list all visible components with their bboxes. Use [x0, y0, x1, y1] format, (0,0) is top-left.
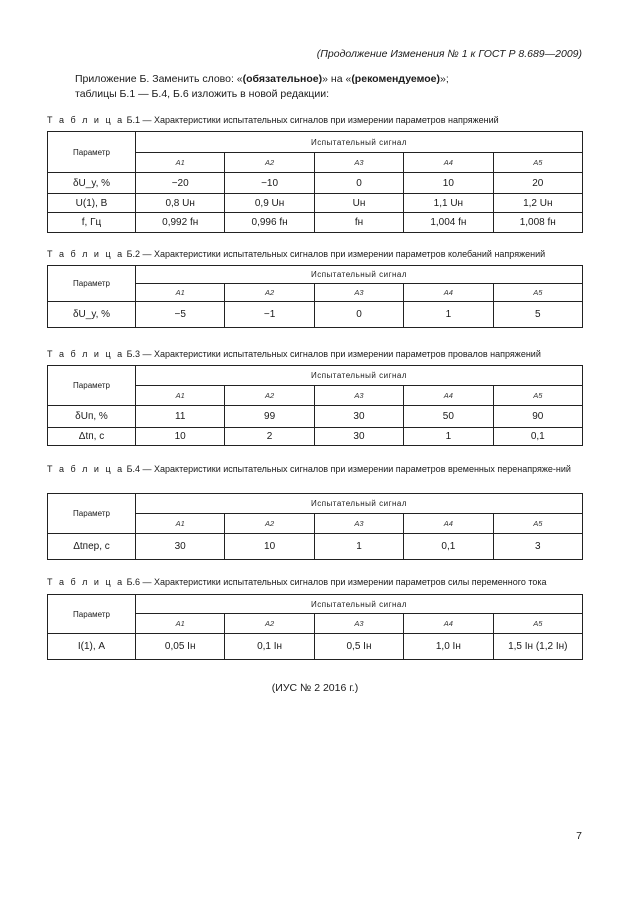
table-cell: −20 — [136, 173, 225, 194]
column-header: A1 — [136, 614, 225, 634]
table-cell: 10 — [136, 428, 225, 446]
column-header: A5 — [493, 614, 582, 634]
table-b3-caption: Т а б л и ц а Б.3 — Характеристики испытательных сигналов при измерении параметров провалов напряжений — [47, 349, 541, 359]
table-cell: 0,9 Uн — [225, 194, 314, 213]
table-cell: Uн — [314, 194, 403, 213]
table-cell: 0,05 Iн — [136, 634, 225, 660]
table-cell: 50 — [404, 406, 493, 428]
table-row — [48, 428, 583, 446]
table-row — [48, 406, 583, 428]
table-cell: 1,004 fн — [404, 213, 493, 233]
table-cell: 0,1 — [404, 534, 493, 560]
table-cell: 0 — [314, 302, 403, 328]
param-header: Параметр — [48, 266, 136, 302]
group-header: Испытательный сигнал — [136, 366, 583, 386]
table-cell: 99 — [225, 406, 314, 428]
column-header: A2 — [225, 386, 314, 406]
table-cell: 0,992 fн — [136, 213, 225, 233]
column-header: A4 — [404, 514, 493, 534]
row-param: U(1), В — [48, 194, 136, 213]
column-header: A1 — [136, 514, 225, 534]
column-header: A3 — [314, 284, 403, 302]
row-param: δU_y, % — [48, 302, 136, 328]
table-cell: 1,0 Iн — [404, 634, 493, 660]
table-b4-caption: Т а б л и ц а Б.4 — Характеристики испытательных сигналов при измерении параметров временных перенапряже-ний — [47, 464, 571, 474]
table-b1 — [47, 131, 583, 233]
table-b2-caption: Т а б л и ц а Б.2 — Характеристики испытательных сигналов при измерении параметров колебаний напряжений — [47, 249, 546, 259]
column-header: A1 — [136, 386, 225, 406]
intro-line-2: таблицы Б.1 — Б.4, Б.6 изложить в новой редакции: — [75, 88, 330, 100]
table-row — [48, 302, 583, 328]
table-cell: 1 — [314, 534, 403, 560]
table-cell: 30 — [314, 428, 403, 446]
table-row — [48, 173, 583, 194]
row-param: Δtп, с — [48, 428, 136, 446]
column-header: A4 — [404, 614, 493, 634]
param-header: Параметр — [48, 494, 136, 534]
table-cell: 90 — [493, 406, 582, 428]
table-row — [48, 534, 583, 560]
table-cell: 1,008 fн — [493, 213, 582, 233]
column-header: A1 — [136, 284, 225, 302]
table-cell: 1,1 Uн — [404, 194, 493, 213]
row-param: Δtпер, с — [48, 534, 136, 560]
table-cell: −5 — [136, 302, 225, 328]
footer-source-note: (ИУС № 2 2016 г.) — [271, 682, 359, 694]
column-header: A4 — [404, 153, 493, 173]
table-cell: 20 — [493, 173, 582, 194]
running-header: (Продолжение Изменения № 1 к ГОСТ Р 8.689—2009) — [316, 48, 582, 60]
table-cell: 2 — [225, 428, 314, 446]
param-header: Параметр — [48, 595, 136, 634]
column-header: A4 — [404, 386, 493, 406]
table-cell: 0,5 Iн — [314, 634, 403, 660]
table-cell: 0 — [314, 173, 403, 194]
column-header: A5 — [493, 514, 582, 534]
group-header: Испытательный сигнал — [136, 494, 583, 514]
column-header: A5 — [493, 386, 582, 406]
intro-text — [75, 72, 575, 102]
group-header: Испытательный сигнал — [136, 595, 583, 614]
column-header: A4 — [404, 284, 493, 302]
intro-line-1: Приложение Б. Заменить слово: «(обязательное)» на «(рекомендуемое)»; — [75, 73, 449, 85]
column-header: A5 — [493, 153, 582, 173]
table-cell: 3 — [493, 534, 582, 560]
table-row — [48, 213, 583, 233]
row-param: δU_y, % — [48, 173, 136, 194]
table-cell: 0,1 — [493, 428, 582, 446]
group-header: Испытательный сигнал — [136, 132, 583, 153]
table-b6-caption: Т а б л и ц а Б.6 — Характеристики испытательных сигналов при измерении параметров силы переменного тока — [47, 577, 547, 587]
table-cell: 0,1 Iн — [225, 634, 314, 660]
column-header: A2 — [225, 614, 314, 634]
table-cell: 0,8 Uн — [136, 194, 225, 213]
table-cell: 1,2 Uн — [493, 194, 582, 213]
group-header: Испытательный сигнал — [136, 266, 583, 284]
column-header: A3 — [314, 153, 403, 173]
param-header: Параметр — [48, 132, 136, 173]
table-b6 — [47, 594, 583, 660]
row-param: f, Гц — [48, 213, 136, 233]
table-row — [48, 194, 583, 213]
table-cell: 11 — [136, 406, 225, 428]
table-cell: −1 — [225, 302, 314, 328]
table-b4 — [47, 493, 583, 560]
table-b3 — [47, 365, 583, 446]
param-header: Параметр — [48, 366, 136, 406]
table-cell: 10 — [225, 534, 314, 560]
column-header: A2 — [225, 153, 314, 173]
table-cell: fн — [314, 213, 403, 233]
page-number: 7 — [576, 830, 582, 842]
table-cell: 10 — [404, 173, 493, 194]
row-param: δUп, % — [48, 406, 136, 428]
table-cell: 5 — [493, 302, 582, 328]
table-b1-caption: Т а б л и ц а Б.1 — Характеристики испытательных сигналов при измерении параметров напряжений — [47, 115, 499, 125]
column-header: A3 — [314, 614, 403, 634]
table-cell: −10 — [225, 173, 314, 194]
column-header: A1 — [136, 153, 225, 173]
table-cell: 1 — [404, 302, 493, 328]
column-header: A3 — [314, 514, 403, 534]
column-header: A3 — [314, 386, 403, 406]
row-param: I(1), А — [48, 634, 136, 660]
table-row — [48, 634, 583, 660]
column-header: A2 — [225, 514, 314, 534]
table-cell: 0,996 fн — [225, 213, 314, 233]
table-cell: 30 — [314, 406, 403, 428]
table-cell: 30 — [136, 534, 225, 560]
table-cell: 1 — [404, 428, 493, 446]
table-cell: 1,5 Iн (1,2 Iн) — [493, 634, 582, 660]
column-header: A2 — [225, 284, 314, 302]
column-header: A5 — [493, 284, 582, 302]
table-b2 — [47, 265, 583, 328]
